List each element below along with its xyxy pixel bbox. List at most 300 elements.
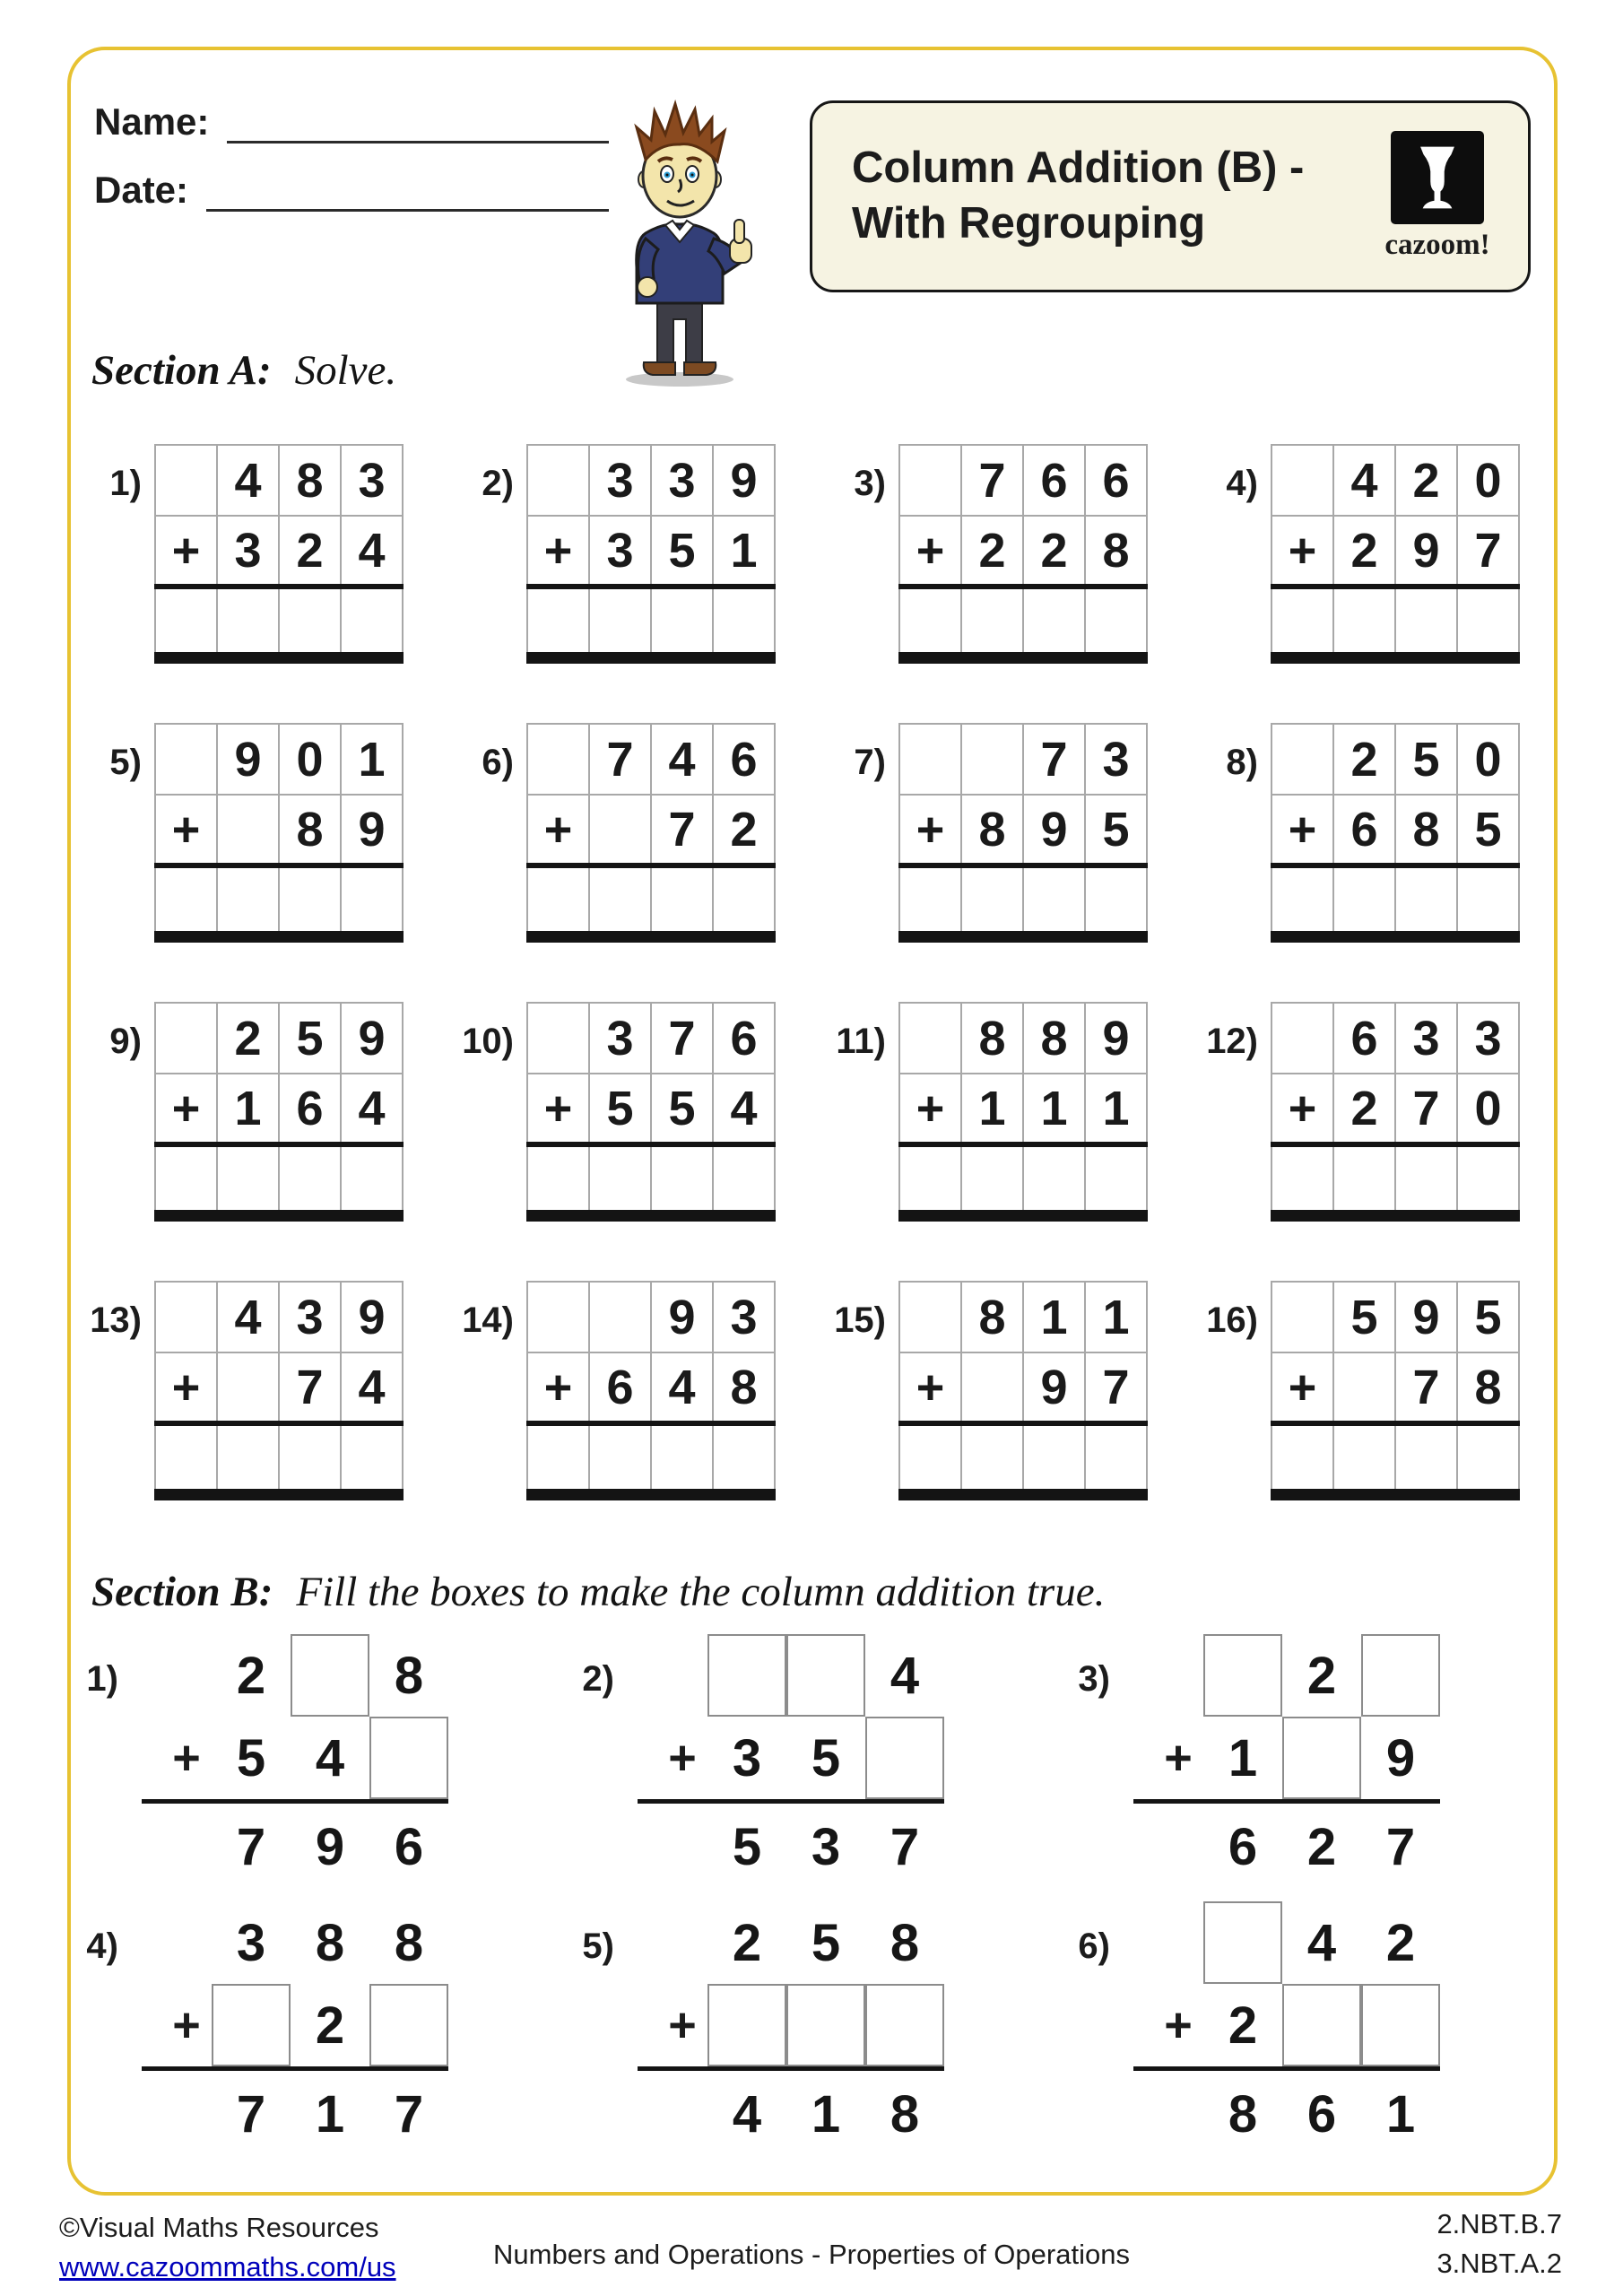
plus-sign: + (155, 1352, 217, 1423)
answer-cell[interactable] (341, 1423, 403, 1494)
digit-cell (961, 724, 1023, 795)
addition-problem (1170, 444, 1542, 723)
addition-problem (426, 1002, 798, 1281)
digit-cell: 1 (315, 2084, 345, 2144)
answer-cell[interactable] (1085, 587, 1147, 657)
digit-cell: 3 (589, 445, 651, 516)
digit-cell: 5 (1395, 724, 1457, 795)
digit-cell: 5 (236, 1728, 266, 1787)
answer-cell[interactable] (1457, 1423, 1519, 1494)
digit-cell (527, 1282, 589, 1352)
answer-cell[interactable] (961, 1423, 1023, 1494)
plus-sign: + (1164, 1731, 1193, 1785)
answer-cell[interactable] (155, 865, 217, 936)
digit-cell (217, 795, 279, 865)
fill-box[interactable] (369, 1717, 448, 1799)
answer-cell[interactable] (341, 865, 403, 936)
digit-cell: 9 (341, 1003, 403, 1074)
column-addition-layout (161, 1901, 448, 2160)
digit-cell (1271, 724, 1333, 795)
digit-cell: 2 (1333, 1074, 1395, 1144)
column-addition-table (898, 444, 1148, 664)
column-addition-table (898, 1281, 1148, 1500)
section-b-instruction: Fill the boxes to make the column addition true. (296, 1569, 1106, 1615)
answer-cell[interactable] (1023, 865, 1085, 936)
answer-cell[interactable] (651, 587, 713, 657)
sum-row (657, 1804, 944, 1886)
digit-cell (527, 1003, 589, 1074)
digit-cell: 9 (1395, 516, 1457, 587)
digit-cell (155, 1003, 217, 1074)
digit-cell: 5 (1457, 1282, 1519, 1352)
plus-sign: + (668, 1998, 697, 2052)
fill-box-problem (1046, 1892, 1541, 2160)
answer-cell[interactable] (1085, 865, 1147, 936)
spacer (1153, 1804, 1203, 1886)
column-addition-table (898, 723, 1148, 943)
plus-sign: + (1271, 1074, 1333, 1144)
date-input-line[interactable] (206, 170, 609, 212)
digit-cell: 9 (651, 1282, 713, 1352)
digit-cell: 8 (1085, 516, 1147, 587)
problem-number: 2) (582, 1659, 614, 1699)
answer-cell[interactable] (217, 587, 279, 657)
digit-cell: 5 (1333, 1282, 1395, 1352)
answer-cell[interactable] (1395, 587, 1457, 657)
digit-cell: 6 (589, 1352, 651, 1423)
problem-number: 8) (1226, 743, 1258, 782)
digit-cell (527, 445, 589, 516)
digit-cell: 1 (961, 1074, 1023, 1144)
spacer (1153, 1901, 1203, 1984)
fill-box-problem (54, 1892, 550, 2160)
digit-cell: 2 (1395, 445, 1457, 516)
answer-cell[interactable] (651, 865, 713, 936)
title-line-2: With Regrouping (852, 199, 1206, 248)
fill-box[interactable] (865, 1717, 944, 1799)
fill-box[interactable] (291, 1634, 369, 1717)
digit-cell (899, 1282, 961, 1352)
answer-cell[interactable] (1333, 1423, 1395, 1494)
plus-sign: + (1164, 1998, 1193, 2052)
answer-cell[interactable] (279, 1144, 341, 1215)
section-b-title: Section B: (91, 1569, 273, 1615)
answer-cell[interactable] (1457, 865, 1519, 936)
answer-cell[interactable] (155, 1423, 217, 1494)
digit-cell (899, 724, 961, 795)
digit-cell (1271, 1282, 1333, 1352)
addition-problem (426, 1281, 798, 1560)
digit-cell: 8 (1457, 1352, 1519, 1423)
digit-cell: 2 (315, 1996, 345, 2055)
standard-code-1: 2.NBT.B.7 (1436, 2208, 1562, 2239)
digit-cell (155, 724, 217, 795)
problem-number: 14) (462, 1300, 514, 1340)
answer-cell[interactable] (1023, 1144, 1085, 1215)
digit-cell: 7 (1085, 1352, 1147, 1423)
section-b-problem-grid (54, 1625, 1560, 2160)
answer-cell[interactable] (961, 587, 1023, 657)
answer-cell[interactable] (961, 865, 1023, 936)
digit-cell (899, 1003, 961, 1074)
digit-cell: 8 (1228, 2084, 1258, 2144)
answer-cell[interactable] (527, 865, 589, 936)
date-label: Date: (94, 169, 189, 211)
spacer (161, 1901, 212, 1984)
problem-number: 4) (86, 1926, 118, 1966)
problem-number: 15) (834, 1300, 886, 1340)
column-addition-table (1271, 1281, 1520, 1500)
bottom-addend-row (1153, 1984, 1440, 2066)
column-addition-table (526, 1281, 776, 1500)
column-addition-table (526, 444, 776, 664)
answer-cell[interactable] (1023, 1423, 1085, 1494)
spacer (1153, 2071, 1203, 2153)
problem-number: 1) (109, 464, 142, 503)
digit-cell: 5 (651, 516, 713, 587)
digit-cell: 2 (1333, 724, 1395, 795)
digit-cell: 2 (1385, 1913, 1416, 1972)
cazoom-logo (1372, 131, 1503, 262)
plus-sign: + (1271, 795, 1333, 865)
answer-cell[interactable] (961, 1144, 1023, 1215)
plus-sign: + (527, 1352, 589, 1423)
website-link[interactable]: www.cazoommaths.com/us (59, 2251, 396, 2283)
digit-cell: 9 (1023, 1352, 1085, 1423)
addition-problem (54, 723, 426, 1002)
digit-cell: 8 (394, 1913, 424, 1972)
addition-problem (1170, 723, 1542, 1002)
fill-box[interactable] (1282, 1984, 1361, 2066)
answer-cell[interactable] (899, 1144, 961, 1215)
fill-box[interactable] (212, 1984, 291, 2066)
digit-cell: 8 (890, 2084, 920, 2144)
problem-number: 3) (1078, 1659, 1110, 1699)
spacer (657, 2071, 707, 2153)
fill-box[interactable] (1361, 1634, 1440, 1717)
digit-cell: 4 (217, 445, 279, 516)
digit-cell: 8 (1023, 1003, 1085, 1074)
answer-cell[interactable] (279, 587, 341, 657)
digit-cell: 4 (651, 724, 713, 795)
problem-number: 13) (90, 1300, 142, 1340)
digit-cell: 5 (732, 1817, 762, 1876)
digit-cell: 7 (1395, 1352, 1457, 1423)
digit-cell: 7 (236, 2084, 266, 2144)
problem-number: 9) (109, 1022, 142, 1061)
fill-box[interactable] (786, 1984, 865, 2066)
answer-cell[interactable] (527, 1423, 589, 1494)
answer-cell[interactable] (155, 587, 217, 657)
digit-cell: 7 (589, 724, 651, 795)
digit-cell: 3 (279, 1282, 341, 1352)
answer-cell[interactable] (1457, 1144, 1519, 1215)
digit-cell: 1 (1385, 2084, 1416, 2144)
addition-problem (798, 1281, 1170, 1560)
digit-cell: 9 (1395, 1282, 1457, 1352)
digit-cell: 6 (1228, 1817, 1258, 1876)
fill-box[interactable] (786, 1634, 865, 1717)
top-addend-row (1153, 1901, 1440, 1984)
fill-box[interactable] (1361, 1984, 1440, 2066)
digit-cell: 2 (236, 1646, 266, 1705)
digit-cell: 3 (589, 1003, 651, 1074)
plus-sign: + (155, 1074, 217, 1144)
answer-cell[interactable] (527, 587, 589, 657)
digit-cell: 6 (1085, 445, 1147, 516)
addition-problem (426, 444, 798, 723)
answer-cell[interactable] (1333, 587, 1395, 657)
plus-sign: + (155, 795, 217, 865)
top-addend-row (161, 1901, 448, 1984)
digit-cell: 3 (589, 516, 651, 587)
sum-row (161, 2071, 448, 2153)
answer-cell[interactable] (1395, 865, 1457, 936)
digit-cell: 5 (1085, 795, 1147, 865)
answer-cell[interactable] (1395, 1144, 1457, 1215)
answer-cell[interactable] (1271, 1144, 1333, 1215)
digit-cell: 3 (713, 1282, 775, 1352)
problem-number: 1) (86, 1659, 118, 1699)
digit-cell: 8 (961, 1282, 1023, 1352)
digit-cell: 4 (1306, 1913, 1337, 1972)
problem-number: 7) (854, 743, 886, 782)
digit-cell: 9 (1023, 795, 1085, 865)
fill-box[interactable] (1203, 1901, 1282, 1984)
problem-number: 2) (482, 464, 514, 503)
answer-cell[interactable] (713, 587, 775, 657)
column-addition-layout (161, 1634, 448, 1892)
answer-cell[interactable] (279, 1423, 341, 1494)
digit-cell: 0 (1457, 724, 1519, 795)
digit-cell: 6 (1306, 2084, 1337, 2144)
answer-cell[interactable] (589, 1144, 651, 1215)
digit-cell: 6 (279, 1074, 341, 1144)
digit-cell: 8 (713, 1352, 775, 1423)
fill-box[interactable] (1282, 1717, 1361, 1799)
fill-box[interactable] (707, 1984, 786, 2066)
digit-cell: 2 (1023, 516, 1085, 587)
digit-cell: 0 (279, 724, 341, 795)
column-addition-table (898, 1002, 1148, 1222)
addition-problem (798, 1002, 1170, 1281)
bottom-addend-row (161, 1717, 448, 1799)
digit-cell: 4 (651, 1352, 713, 1423)
answer-cell[interactable] (1023, 587, 1085, 657)
digit-cell: 5 (811, 1728, 841, 1787)
digit-cell (217, 1352, 279, 1423)
digit-cell: 7 (651, 795, 713, 865)
digit-cell: 4 (315, 1728, 345, 1787)
answer-cell[interactable] (713, 1144, 775, 1215)
digit-cell: 2 (713, 795, 775, 865)
answer-cell[interactable] (1271, 587, 1333, 657)
answer-cell[interactable] (899, 865, 961, 936)
digit-cell: 1 (1023, 1074, 1085, 1144)
answer-cell[interactable] (651, 1423, 713, 1494)
plus-sign: + (1271, 1352, 1333, 1423)
answer-cell[interactable] (1457, 587, 1519, 657)
digit-cell: 5 (279, 1003, 341, 1074)
spacer (161, 1634, 212, 1717)
addition-problem (1170, 1281, 1542, 1560)
answer-cell[interactable] (589, 865, 651, 936)
digit-cell: 7 (1395, 1074, 1457, 1144)
digit-cell: 4 (890, 1646, 920, 1705)
column-addition-layout (657, 1634, 944, 1892)
digit-cell: 7 (1385, 1817, 1416, 1876)
digit-cell: 7 (651, 1003, 713, 1074)
plus-sign: + (172, 1998, 201, 2052)
answer-cell[interactable] (527, 1144, 589, 1215)
digit-cell: 9 (1085, 1003, 1147, 1074)
digit-cell: 4 (341, 1352, 403, 1423)
digit-cell (155, 1282, 217, 1352)
column-addition-table (154, 723, 404, 943)
answer-cell[interactable] (1271, 1423, 1333, 1494)
section-a-title: Section A: (91, 347, 272, 394)
footer-standards (1436, 2205, 1562, 2283)
problem-number: 4) (1226, 464, 1258, 503)
name-input-line[interactable] (227, 102, 609, 144)
answer-cell[interactable] (1085, 1423, 1147, 1494)
answer-cell[interactable] (155, 1144, 217, 1215)
top-addend-row (657, 1901, 944, 1984)
problem-number: 3) (854, 464, 886, 503)
digit-cell: 6 (713, 724, 775, 795)
sum-row (1153, 2071, 1440, 2153)
name-label: Name: (94, 100, 210, 143)
digit-cell: 1 (811, 2084, 841, 2144)
fill-box[interactable] (1203, 1634, 1282, 1717)
answer-cell[interactable] (279, 865, 341, 936)
digit-cell: 7 (236, 1817, 266, 1876)
digit-cell: 1 (341, 724, 403, 795)
digit-cell: 2 (217, 1003, 279, 1074)
addition-problem (54, 444, 426, 723)
spacer (1153, 1634, 1203, 1717)
digit-cell (1271, 1003, 1333, 1074)
cazoom-logo-text: cazoom! (1384, 229, 1490, 261)
digit-cell: 1 (1085, 1282, 1147, 1352)
problem-number: 10) (462, 1022, 514, 1061)
answer-cell[interactable] (1395, 1423, 1457, 1494)
digit-cell: 8 (1395, 795, 1457, 865)
digit-cell (1271, 445, 1333, 516)
answer-cell[interactable] (589, 587, 651, 657)
spacer (161, 2071, 212, 2153)
mascot-boy-illustration (590, 88, 774, 388)
problem-number: 11) (836, 1022, 886, 1061)
digit-cell: 9 (1385, 1728, 1416, 1787)
answer-cell[interactable] (651, 1144, 713, 1215)
answer-cell[interactable] (899, 1423, 961, 1494)
digit-cell: 4 (732, 2084, 762, 2144)
answer-cell[interactable] (341, 1144, 403, 1215)
answer-cell[interactable] (713, 865, 775, 936)
digit-cell: 0 (1457, 445, 1519, 516)
worksheet-title (852, 141, 1372, 251)
digit-cell: 8 (394, 1646, 424, 1705)
addition-problem (54, 1002, 426, 1281)
digit-cell: 9 (341, 1282, 403, 1352)
fill-box-problem (54, 1625, 550, 1892)
standard-code-2: 3.NBT.A.2 (1436, 2248, 1562, 2280)
problem-number: 5) (582, 1926, 614, 1966)
digit-cell: 4 (341, 516, 403, 587)
digit-cell: 8 (315, 1913, 345, 1972)
digit-cell: 4 (217, 1282, 279, 1352)
answer-cell[interactable] (217, 865, 279, 936)
answer-cell[interactable] (713, 1423, 775, 1494)
answer-cell[interactable] (589, 1423, 651, 1494)
digit-cell: 1 (1023, 1282, 1085, 1352)
spacer (657, 1901, 707, 1984)
column-addition-table (1271, 723, 1520, 943)
addition-problem (426, 723, 798, 1002)
digit-cell: 8 (279, 445, 341, 516)
column-addition-table (154, 1281, 404, 1500)
digit-cell: 1 (1228, 1728, 1258, 1787)
title-box (810, 100, 1531, 292)
date-row (94, 169, 609, 212)
digit-cell (589, 795, 651, 865)
digit-cell: 2 (961, 516, 1023, 587)
digit-cell: 3 (1395, 1003, 1457, 1074)
digit-cell: 6 (1023, 445, 1085, 516)
fill-box[interactable] (369, 1984, 448, 2066)
digit-cell: 2 (732, 1913, 762, 1972)
digit-cell: 8 (961, 795, 1023, 865)
digit-cell (527, 724, 589, 795)
top-addend-row (657, 1634, 944, 1717)
answer-cell[interactable] (217, 1423, 279, 1494)
digit-cell: 6 (713, 1003, 775, 1074)
fill-box[interactable] (865, 1984, 944, 2066)
column-addition-table (1271, 1002, 1520, 1222)
fill-box[interactable] (707, 1634, 786, 1717)
digit-cell: 7 (1023, 724, 1085, 795)
digit-cell (589, 1282, 651, 1352)
answer-cell[interactable] (341, 587, 403, 657)
answer-cell[interactable] (899, 587, 961, 657)
digit-cell: 5 (1457, 795, 1519, 865)
plus-sign: + (668, 1731, 697, 1785)
answer-cell[interactable] (1333, 865, 1395, 936)
sum-row (161, 1804, 448, 1886)
column-addition-table (1271, 444, 1520, 664)
digit-cell: 3 (732, 1728, 762, 1787)
digit-cell: 9 (217, 724, 279, 795)
plus-sign: + (899, 516, 961, 587)
digit-cell: 3 (811, 1817, 841, 1876)
section-a-heading (91, 346, 396, 395)
answer-cell[interactable] (217, 1144, 279, 1215)
answer-cell[interactable] (1271, 865, 1333, 936)
top-addend-row (1153, 1634, 1440, 1717)
bottom-addend-row (657, 1717, 944, 1799)
digit-cell: 3 (217, 516, 279, 587)
column-addition-table (154, 1002, 404, 1222)
column-addition-table (526, 723, 776, 943)
plus-sign: + (899, 1074, 961, 1144)
digit-cell (899, 445, 961, 516)
answer-cell[interactable] (1333, 1144, 1395, 1215)
digit-cell: 4 (1333, 445, 1395, 516)
section-a-problem-grid (54, 444, 1560, 1560)
digit-cell: 9 (315, 1817, 345, 1876)
answer-cell[interactable] (1085, 1144, 1147, 1215)
